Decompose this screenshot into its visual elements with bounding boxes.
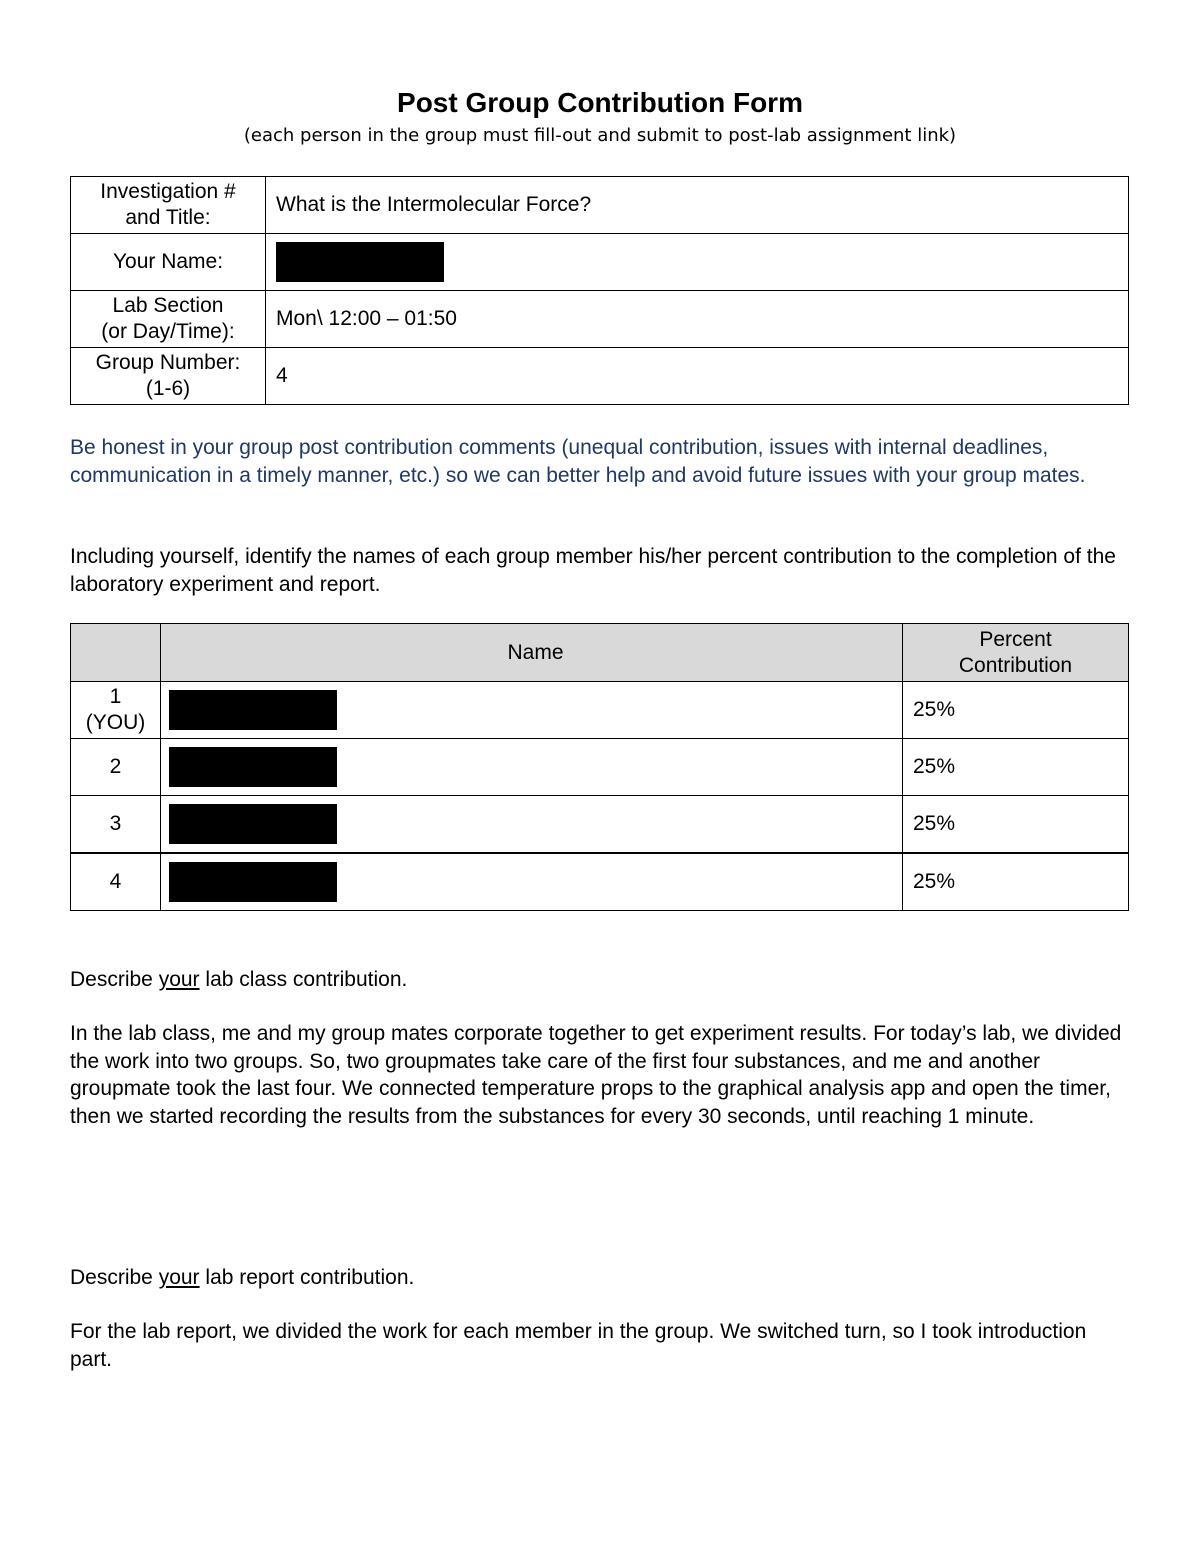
- members-table: [70, 623, 1129, 911]
- info-table: [70, 176, 1129, 405]
- group-number-row: [71, 348, 1129, 405]
- investigation-label: [71, 177, 266, 234]
- redacted-name: [169, 690, 337, 730]
- member-name[interactable]: [161, 682, 903, 739]
- name-header: Name: [161, 624, 903, 682]
- form-subtitle: (each person in the group must fill-out and submit to post-lab assignment link): [243, 125, 957, 146]
- member-percent[interactable]: 25%: [903, 739, 1129, 796]
- number-header: [71, 624, 161, 682]
- lab-class-prompt-underlined: your: [158, 968, 200, 991]
- member-percent[interactable]: 25%: [903, 796, 1129, 854]
- members-header-row: [71, 624, 1129, 682]
- investigation-label-line1: Investigation #: [100, 180, 236, 203]
- lab-report-prompt-before: Describe: [70, 1266, 159, 1289]
- member-percent[interactable]: 25%: [903, 853, 1129, 911]
- table-row: [71, 739, 1129, 796]
- lab-class-prompt: [70, 966, 407, 994]
- honesty-note: Be honest in your group post contribution comments (unequal contribution, issues with internal deadlines, communication in a timely manner, etc.) so we can better help and avoid future issues with your group mates.: [70, 436, 1086, 487]
- lab-section-row: [71, 291, 1129, 348]
- lab-section-label-line2: (or Day/Time):: [101, 320, 235, 343]
- group-number-value[interactable]: 4: [266, 348, 1129, 405]
- instruction-text: Including yourself, identify the names of each group member his/her percent contribution to the completion of the laboratory experiment and report.: [70, 545, 1116, 596]
- percent-header: [903, 624, 1129, 682]
- member-name[interactable]: [161, 796, 903, 854]
- lab-section-label-line1: Lab Section: [112, 294, 224, 317]
- name-value[interactable]: [266, 234, 1129, 291]
- group-number-label-line1: Group Number:: [95, 351, 241, 374]
- name-row: [71, 234, 1129, 291]
- member-number-line2: (YOU): [85, 711, 146, 734]
- member-percent[interactable]: 25%: [903, 682, 1129, 739]
- table-row: [71, 853, 1129, 911]
- member-name[interactable]: [161, 739, 903, 796]
- lab-report-prompt-underlined: your: [158, 1266, 200, 1289]
- lab-class-prompt-before: Describe: [70, 968, 159, 991]
- percent-header-line1: Percent: [979, 627, 1052, 651]
- lab-report-prompt-after: lab report contribution.: [199, 1266, 415, 1289]
- form-title: Post Group Contribution Form: [397, 87, 803, 118]
- lab-section-label: [71, 291, 266, 348]
- lab-class-prompt-after: lab class contribution.: [199, 968, 408, 991]
- lab-report-prompt: [70, 1264, 414, 1292]
- redacted-name: [169, 747, 337, 787]
- member-number: [71, 682, 161, 739]
- member-number-line1: 1: [109, 685, 122, 708]
- investigation-value[interactable]: What is the Intermolecular Force?: [266, 177, 1129, 234]
- percent-header-line2: Contribution: [958, 653, 1073, 677]
- table-row: [71, 796, 1129, 854]
- redacted-name: [169, 804, 337, 844]
- member-name[interactable]: [161, 853, 903, 911]
- lab-section-value[interactable]: Mon\ 12:00 – 01:50: [266, 291, 1129, 348]
- redacted-name: [169, 862, 337, 902]
- member-number: 3: [71, 796, 161, 854]
- redacted-name: [276, 242, 444, 282]
- group-number-label-line2: (1-6): [145, 377, 191, 400]
- table-row: [71, 682, 1129, 739]
- name-label: Your Name:: [71, 234, 266, 291]
- lab-class-answer[interactable]: In the lab class, me and my group mates corporate together to get experiment results. For today’s lab, we divided the work into two groups. So, two groupmates take care of the first four substances, and me and another groupmate took the last four. We connected temperature props to the graphical analysis app and open the timer, then we started recording the results from the substances for every 30 seconds, until reaching 1 minute.: [70, 1022, 1122, 1128]
- investigation-label-line2: and Title:: [125, 206, 211, 229]
- investigation-row: [71, 177, 1129, 234]
- member-number: 2: [71, 739, 161, 796]
- group-number-label: [71, 348, 266, 405]
- lab-report-answer[interactable]: For the lab report, we divided the work for each member in the group. We switched turn, so I took introduction part.: [70, 1320, 1087, 1371]
- member-number: 4: [71, 853, 161, 911]
